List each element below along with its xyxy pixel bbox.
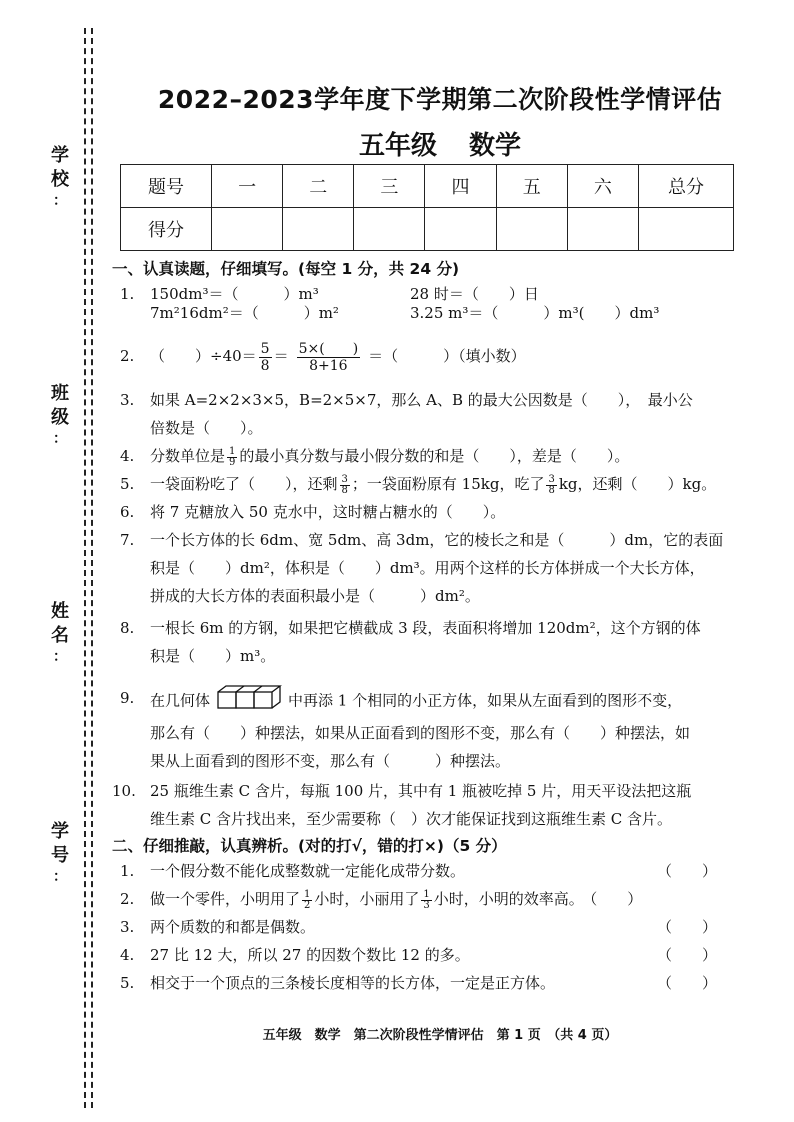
question-number: 1. <box>120 285 135 303</box>
question-number: 1. <box>120 862 135 880</box>
school-label-char2: 校 <box>51 169 69 190</box>
score-table-header-row <box>121 165 734 208</box>
question-3-line1: 如果 A=2×2×3×5，B=2×5×7，那么 A、B 的最大公因数是（ ）， 最小公 <box>150 391 693 409</box>
judge-item <box>112 913 752 941</box>
class-label <box>48 382 72 448</box>
score-header-cell: 六 <box>567 165 638 208</box>
fraction <box>421 890 431 911</box>
name-label-char1: 姓 <box>51 601 69 622</box>
score-cell[interactable] <box>283 208 354 251</box>
answer-parentheses[interactable]: （ ） <box>657 974 718 992</box>
grade-label: 五年级 <box>358 131 437 161</box>
subject-label: 数学 <box>469 131 522 161</box>
question-number: 3. <box>120 391 135 409</box>
student-number-label-colon: ： <box>53 869 67 885</box>
question-2-post: ＝（ ）（填小数） <box>368 347 526 365</box>
name-label <box>48 600 72 666</box>
question-6-text: 将 7 克糖放入 50 克水中，这时糖占糖水的（ ）。 <box>150 503 506 521</box>
question-2 <box>112 338 752 374</box>
score-header-cell: 二 <box>283 165 354 208</box>
class-label-char2: 级 <box>51 407 69 428</box>
fraction-numerator: 3 <box>548 473 555 485</box>
exam-subtitle <box>110 125 770 162</box>
student-number-label-char2: 号 <box>51 845 69 866</box>
question-1 <box>112 280 752 308</box>
question-5-mid: ；一袋面粉原有 15kg，吃了 <box>351 475 545 493</box>
school-label-char1: 学 <box>51 145 69 166</box>
class-label-char1: 班 <box>51 383 69 404</box>
fraction-denominator: 8 <box>260 357 270 374</box>
judge-item-text: 27 比 12 大，所以 27 的因数个数比 12 的多。 <box>150 946 470 964</box>
judge-item <box>112 857 752 885</box>
score-cell[interactable] <box>212 208 283 251</box>
score-header-cell: 总分 <box>639 165 734 208</box>
fraction-denominator: 8 <box>341 484 348 496</box>
school-label-colon: ： <box>53 193 67 209</box>
student-number-label <box>48 820 72 886</box>
question-number: 7. <box>120 531 135 549</box>
question-number: 6. <box>120 503 135 521</box>
question-5-pre: 一袋面粉吃了（ ），还剩 <box>150 475 338 493</box>
fraction <box>227 447 237 468</box>
question-number: 4. <box>120 946 135 964</box>
fraction-numerator: 5 <box>260 340 270 357</box>
question-number: 2. <box>120 890 135 908</box>
fraction <box>302 890 312 911</box>
exam-body <box>112 258 752 997</box>
exam-title: 2022–2023学年度下学期第二次阶段性学情评估 <box>157 85 723 114</box>
question-8-line2: 积是（ ）m³。 <box>150 647 276 665</box>
score-cell[interactable] <box>639 208 734 251</box>
answer-parentheses[interactable]: （ ） <box>657 862 718 880</box>
question-10-line1: 25 瓶维生素 C 含片，每瓶 100 片，其中有 1 瓶被吃掉 5 片，用天平设法把这瓶 <box>150 782 692 800</box>
judge-item <box>112 941 752 969</box>
score-header-cell: 四 <box>425 165 496 208</box>
question-10 <box>112 777 752 805</box>
question-number: 4. <box>120 447 135 465</box>
judge-item-text: 相交于一个顶点的三条棱长度相等的长方体，一定是正方体。 <box>150 974 556 992</box>
question-number: 2. <box>120 347 135 365</box>
question-9 <box>112 684 752 719</box>
question-8 <box>112 614 752 642</box>
fraction-numerator: 5×( ) <box>298 340 359 357</box>
fraction-denominator: 3 <box>423 899 430 911</box>
question-3-line2: 倍数是（ ）。 <box>150 419 263 437</box>
question-8-line1: 一根长 6m 的方钢，如果把它横截成 3 段，表面积将增加 120dm²，这个方钢的体 <box>150 619 701 637</box>
question-9-pre: 在几何体 <box>150 691 211 710</box>
question-5 <box>112 470 752 498</box>
section1-title: 一、认真读题，仔细填写。(每空 1 分，共 24 分) <box>112 260 460 278</box>
fraction-numerator: 1 <box>304 888 311 900</box>
question-number: 8. <box>120 619 135 637</box>
judge-item-text: 两个质数的和都是偶数。 <box>150 918 316 936</box>
question-number: 5. <box>120 475 135 493</box>
question-number: 10. <box>112 782 136 800</box>
class-label-colon: ： <box>53 431 67 447</box>
question-7-line2: 积是（ ）dm²，体积是（ ）dm³。用两个这样的长方体拼成一个大长方体， <box>150 559 705 577</box>
fraction <box>546 475 556 496</box>
question-4 <box>112 442 752 470</box>
school-label <box>48 144 72 210</box>
binding-line-inner <box>91 28 93 1108</box>
question-6 <box>112 498 752 526</box>
answer-parentheses[interactable]: （ ） <box>589 890 643 908</box>
question-number: 3. <box>120 918 135 936</box>
judge-item-post: 小时，小明的效率高。 <box>433 890 584 908</box>
question-1-row1 <box>150 280 752 308</box>
equals-sign: ＝ <box>273 347 289 365</box>
fraction-denominator: 8+16 <box>309 357 348 374</box>
score-header-cell: 一 <box>212 165 283 208</box>
score-cell[interactable] <box>496 208 567 251</box>
question-3 <box>112 386 752 414</box>
score-row-label: 得分 <box>121 208 212 251</box>
score-header-cell: 五 <box>496 165 567 208</box>
judge-item <box>112 885 752 913</box>
question-5-post: kg，还剩（ ）kg。 <box>558 475 717 493</box>
fraction <box>340 475 350 496</box>
student-number-label-char1: 学 <box>51 821 69 842</box>
score-header-cell: 三 <box>354 165 425 208</box>
question-7-line1: 一个长方体的长 6dm、宽 5dm、高 3dm，它的棱长之和是（ ）dm，它的表面 <box>150 531 724 549</box>
score-header-cell: 题号 <box>121 165 212 208</box>
name-label-char2: 名 <box>51 625 69 646</box>
fraction <box>297 341 361 374</box>
question-2-pre: （ ）÷40＝ <box>150 347 257 365</box>
binding-line-outer <box>84 28 86 1108</box>
fraction-numerator: 3 <box>341 473 348 485</box>
score-table-score-row <box>121 208 734 251</box>
judge-item-pre: 做一个零件，小明用了 <box>150 890 301 908</box>
fraction-numerator: 1 <box>229 445 236 457</box>
score-cell[interactable] <box>567 208 638 251</box>
score-table <box>120 164 734 251</box>
answer-parentheses[interactable]: （ ） <box>657 918 718 936</box>
judge-item <box>112 969 752 997</box>
question-10-line2: 维生素 C 含片找出来，至少需要称（ ）次才能保证找到这瓶维生素 C 含片。 <box>150 810 673 828</box>
question-9-post: 中再添 1 个相同的小正方体，如果从左面看到的图形不变， <box>288 691 683 710</box>
name-label-colon: ： <box>53 649 67 665</box>
fraction-denominator: 2 <box>304 899 311 911</box>
question-9-line3: 果从上面看到的图形不变，那么有（ ）种摆法。 <box>150 752 511 770</box>
fraction <box>259 341 272 374</box>
judge-item-mid: 小时，小丽用了 <box>314 890 420 908</box>
question-1b: 28 时＝（ ）日 <box>410 285 539 303</box>
question-number: 9. <box>120 689 135 707</box>
question-number: 5. <box>120 974 135 992</box>
question-1a: 150dm³＝（ ）m³ <box>150 285 319 303</box>
page-footer: 五年级 数学 第二次阶段性学情评估 第 1 页 （共 4 页） <box>262 1028 618 1043</box>
fraction-denominator: 8 <box>548 484 555 496</box>
score-cell[interactable] <box>425 208 496 251</box>
section2-title: 二、仔细推敲，认真辨析。(对的打√，错的打×)（5 分） <box>112 837 507 855</box>
question-1c: 7m²16dm²＝（ ）m² <box>150 304 339 322</box>
question-4-post: 的最小真分数与最小假分数的和是（ ），差是（ ）。 <box>239 447 630 465</box>
answer-parentheses[interactable]: （ ） <box>657 946 718 964</box>
question-7 <box>112 526 752 554</box>
question-1d: 3.25 m³＝（ ）m³( ）dm³ <box>410 304 660 322</box>
question-4-pre: 分数单位是 <box>150 447 226 465</box>
score-cell[interactable] <box>354 208 425 251</box>
question-7-line3: 拼成的大长方体的表面积最小是（ ）dm²。 <box>150 587 480 605</box>
judge-item-text: 一个假分数不能化成整数就一定能化成带分数。 <box>150 862 466 880</box>
cube-figure-icon <box>216 684 282 719</box>
fraction-denominator: 9 <box>229 456 236 468</box>
question-9-line2: 那么有（ ）种摆法，如果从正面看到的图形不变，那么有（ ）种摆法，如 <box>150 724 691 742</box>
fraction-numerator: 1 <box>423 888 430 900</box>
